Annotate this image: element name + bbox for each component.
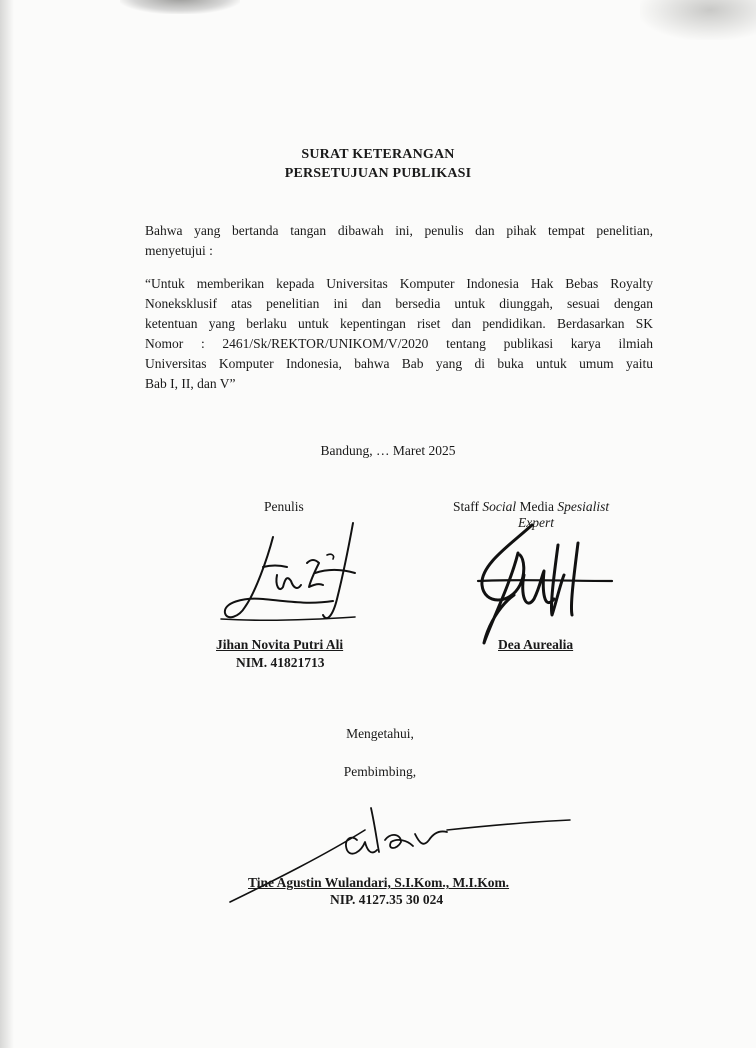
staff-signature [470, 515, 620, 655]
statement-line: Noneksklusif atas penelitian ini dan bersedia untuk diunggah, sesuai dengan [145, 296, 653, 311]
statement-line: ketentuan yang berlaku untuk kepentingan riset dan pendidikan. Berdasarkan SK [145, 316, 653, 331]
statement-line: Universitas Komputer Indonesia, bahwa Bab yang di buka untuk umum yaitu [145, 356, 653, 371]
intro-line: Bahwa yang bertanda tangan dibawah ini, penulis dan pihak tempat penelitian, [145, 223, 653, 238]
statement-line: Nomor : 2461/Sk/REKTOR/UNIKOM/V/2020 tentang publikasi karya ilmiah [145, 336, 653, 351]
scan-smudge [640, 0, 756, 40]
pembimbing-name: Tine Agustin Wulandari, S.I.Kom., M.I.Kom. [248, 875, 510, 890]
statement-line: Bab I, II, dan V” [145, 376, 236, 391]
penulis-name: Jihan Novita Putri Ali [216, 637, 344, 652]
staff-role-italic: Spesialist [557, 499, 610, 514]
staff-name: Dea Aurealia [498, 637, 574, 652]
scan-smudge [120, 0, 240, 14]
intro-line: menyetujui : [145, 243, 213, 258]
pembimbing-label: Pembimbing, [343, 764, 417, 779]
pembimbing-nip: NIP. 4127.35 30 024 [330, 892, 444, 907]
document-title-line2: PERSETUJUAN PUBLIKASI [284, 166, 472, 181]
place-date: Bandung, … Maret 2025 [320, 443, 456, 458]
statement-paragraph [145, 274, 653, 394]
document-title-line1: SURAT KETERANGAN [301, 147, 455, 162]
staff-role-italic: Social [482, 499, 517, 514]
mengetahui-label: Mengetahui, [346, 726, 414, 741]
penulis-signature [215, 515, 375, 635]
staff-role-mid: Media [516, 499, 558, 514]
intro-paragraph [145, 221, 653, 261]
staff-role-prefix: Staff [453, 499, 483, 514]
staff-role [453, 499, 609, 515]
penulis-role: Penulis [264, 499, 304, 514]
statement-line: “Untuk memberikan kepada Universitas Komputer Indonesia Hak Bebas Royalty [145, 276, 653, 291]
penulis-nim: NIM. 41821713 [236, 655, 325, 670]
staff-role-line2: Expert [518, 515, 554, 530]
